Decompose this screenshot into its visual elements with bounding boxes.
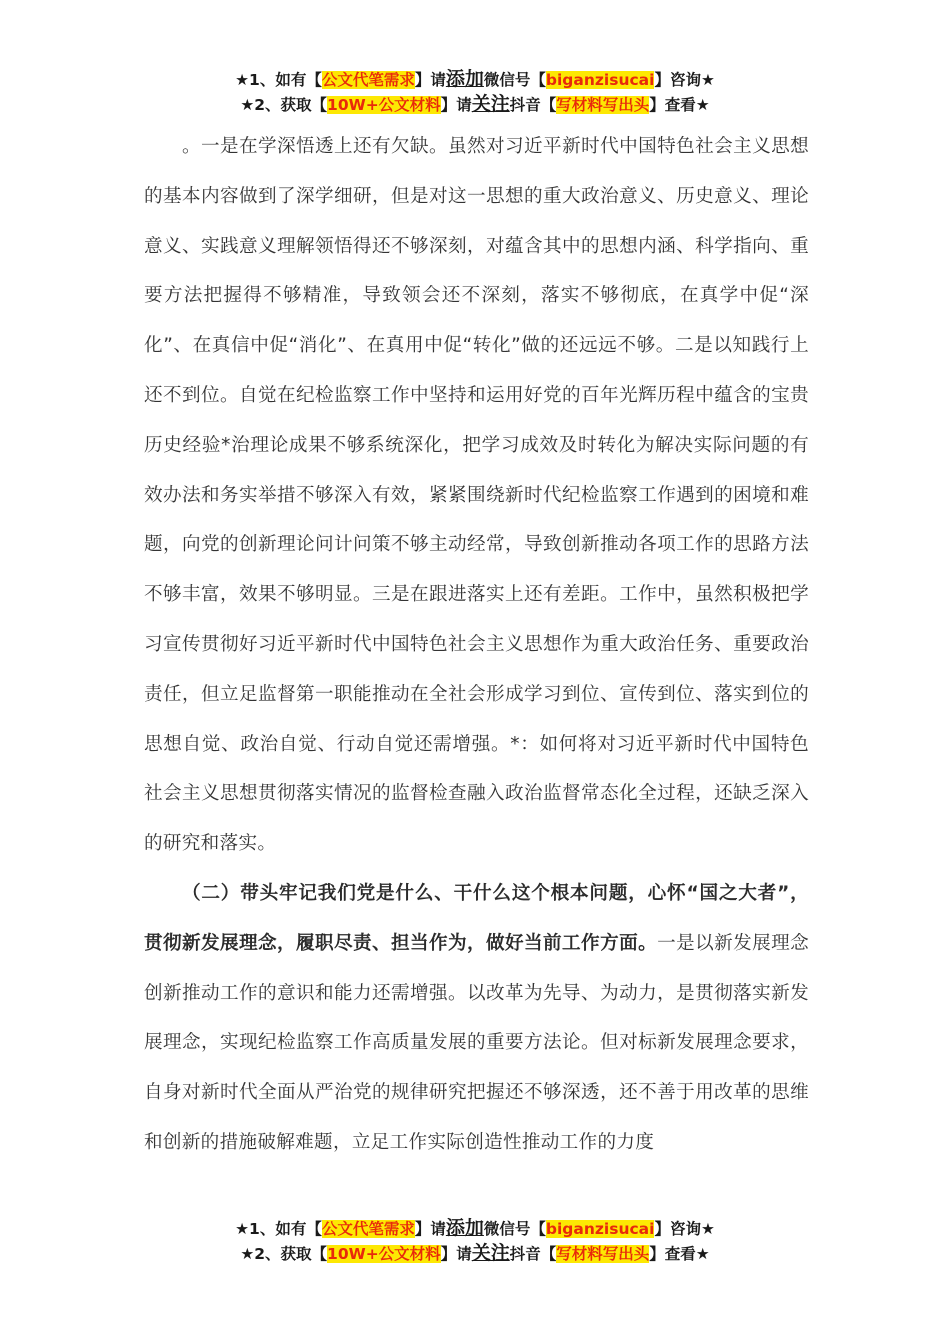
footer-banner: [0, 1216, 950, 1266]
banner-text: ★1、如有【: [235, 71, 322, 89]
banner-text: 抖音【: [509, 96, 557, 114]
banner-text: 】请: [440, 1245, 472, 1263]
banner-text: 微信号【: [483, 71, 546, 89]
banner-highlight: 10W+公文材料: [327, 1245, 441, 1263]
banner-underlined-text: 添加: [445, 68, 484, 90]
banner-line-1: [0, 1216, 950, 1241]
banner-highlight: 公文代笔需求: [321, 1220, 415, 1238]
document-body: [144, 122, 809, 1168]
banner-text: 】请: [440, 96, 472, 114]
banner-text: 】查看★: [649, 1245, 710, 1263]
banner-underlined-text: 关注: [471, 93, 510, 115]
banner-underlined-text: 关注: [471, 1242, 510, 1264]
banner-text: 】咨询★: [654, 1220, 715, 1238]
banner-highlight: 写材料写出头: [556, 96, 650, 114]
paragraph-1: 。一是在学深悟透上还有欠缺。虽然对习近平新时代中国特色社会主义思想的基本内容做到了深学细研，但是对这一思想的重大政治意义、历史意义、理论意义、实践意义理解领悟得还不够深刻，对蕴含其中的思想内涵、科学指向、重要方法把握得不够精准，导致领会还不深刻，落实不够彻底，在真学中促“深化”、在真信中促“消化”、在真用中促“转化”做的还远远不够。二是以知践行上还不到位。自觉在纪检监察工作中坚持和运用好党的百年光辉历程中蕴含的宝贵历史经验*治理论成果不够系统深化，把学习成效及时转化为解决实际问题的有效办法和务实举措不够深入有效，紧紧围绕新时代纪检监察工作遇到的困境和难题，向党的创新理论问计问策不够主动经常，导致创新推动各项工作的思路方法不够丰富，效果不够明显。三是在跟进落实上还有差距。工作中，虽然积极把学习宣传贯彻好习近平新时代中国特色社会主义思想作为重大政治任务、重要政治责任，但立足监督第一职能推动在全社会形成学习到位、宣传到位、落实到位的思想自觉、政治自觉、行动自觉还需增强。*：如何将对习近平新时代中国特色社会主义思想贯彻落实情况的监督检查融入政治监督常态化全过程，还缺乏深入的研究和落实。: [144, 136, 809, 855]
banner-underlined-text: 添加: [445, 1217, 484, 1239]
banner-highlight: 公文代笔需求: [321, 71, 415, 89]
banner-line-2: [0, 92, 950, 117]
banner-line-1: [0, 67, 950, 92]
banner-highlight: 10W+公文材料: [327, 96, 441, 114]
banner-highlight: 写材料写出头: [556, 1245, 650, 1263]
banner-highlight: biganzisucai: [545, 1220, 655, 1238]
banner-line-2: [0, 1241, 950, 1266]
section-heading: （二）带头牢记我们党是什么、干什么这个根本问题，心怀“国之大者”，贯彻新发展理念，履职尽责、担当作为，做好当前工作方面。: [144, 882, 809, 954]
paragraph-2-text: 一是以新发展理念创新推动工作的意识和能力还需增强。以改革为先导、为动力，是贯彻落实新发展理念，实现纪检监察工作高质量发展的重要方法论。但对标新发展理念要求，自身对新时代全面从严治党的规律研究把握还不够深透，还不善于用改革的思维和创新的措施破解难题，立足工作实际创造性推动工作的力度: [144, 932, 809, 1153]
banner-text: ★1、如有【: [235, 1220, 322, 1238]
banner-text: 】请: [414, 1220, 446, 1238]
banner-text: 微信号【: [483, 1220, 546, 1238]
banner-text: ★2、获取【: [240, 1245, 328, 1263]
paragraph-2: [144, 869, 809, 1168]
banner-text: 】咨询★: [654, 71, 715, 89]
banner-text: ★2、获取【: [240, 96, 328, 114]
banner-text: 】查看★: [649, 96, 710, 114]
banner-text: 】请: [414, 71, 446, 89]
banner-text: 抖音【: [509, 1245, 557, 1263]
banner-highlight: biganzisucai: [545, 71, 655, 89]
header-banner: [0, 67, 950, 117]
